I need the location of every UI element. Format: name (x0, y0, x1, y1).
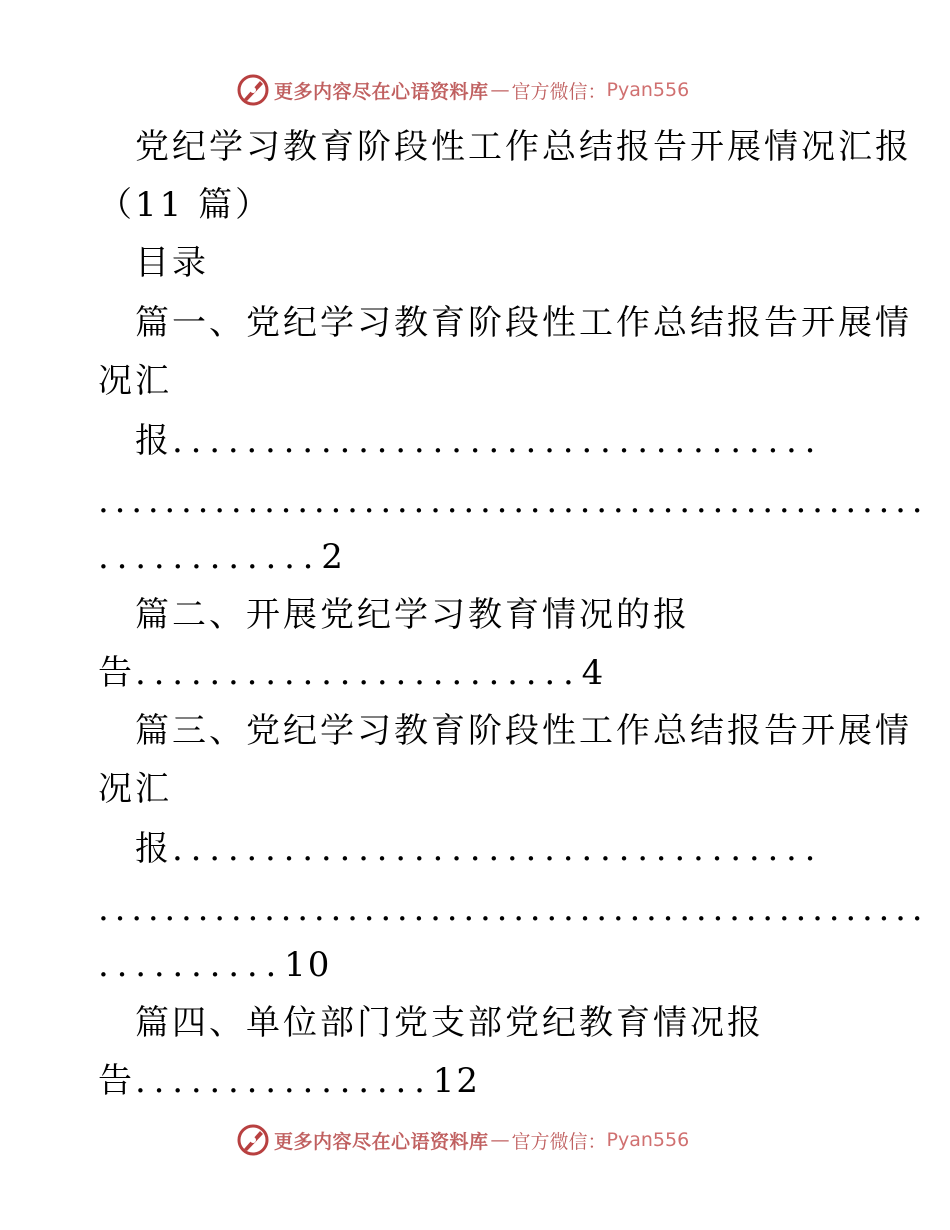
toc-entry-2-dots: ........................ (135, 653, 582, 693)
toc-entry-3-title-cont: 况汇 (98, 769, 172, 809)
toc-entry-3-page-line[interactable] (98, 945, 331, 985)
banner-dash: — (490, 1129, 510, 1151)
toc-entry-3-char: 报 (135, 829, 172, 869)
toc-entry-4-page: 12 (432, 1061, 480, 1101)
toc-entry-1-char: 报 (135, 421, 172, 461)
toc-entry-4-page-line[interactable] (98, 1061, 480, 1101)
toc-entry-2-page-line[interactable] (98, 653, 605, 693)
wechat-label: 官方微信： (511, 80, 607, 103)
toc-entry-1-dots-c: ............ (98, 537, 322, 577)
toc-entry-3-dots-a: ................................... (172, 829, 824, 869)
site-name: 更多内容尽在心语资料库 (274, 1130, 489, 1153)
toc-entry-1-page-line[interactable] (98, 537, 345, 577)
toc-entry-1-dots-a: ................................... (172, 421, 824, 461)
banner-dash: — (490, 79, 510, 101)
toc-entry-3-title: 篇三、党纪学习教育阶段性工作总结报告开展情 (135, 711, 912, 751)
toc-entry-3-page: 10 (284, 945, 332, 985)
toc-entry-1-leader-cont (98, 481, 928, 521)
wechat-id: Pyan556 (606, 79, 690, 101)
toc-entry-2-page: 4 (581, 653, 606, 693)
toc-entry-3-leader[interactable] (135, 829, 823, 869)
toc-entry-4-dots: ................ (135, 1061, 433, 1101)
site-name: 更多内容尽在心语资料库 (274, 80, 489, 103)
toc-entry-2-char: 告 (98, 653, 135, 693)
wechat-label: 官方微信： (511, 1130, 607, 1153)
toc-heading: 目录 (135, 243, 209, 283)
toc-entry-1-dots-b: .................................................. (98, 481, 929, 521)
toc-entry-3-dots-c: .......... (98, 945, 285, 985)
toc-entry-2-title: 篇二、开展党纪学习教育情况的报 (135, 595, 690, 635)
wechat-id: Pyan556 (606, 1129, 690, 1151)
quill-logo-icon (236, 1123, 270, 1157)
toc-entry-3-leader-cont (98, 889, 928, 929)
toc-entry-3-dots-b: .................................................. (98, 889, 929, 929)
header-banner (236, 72, 689, 108)
document-title: 党纪学习教育阶段性工作总结报告开展情况汇报 (135, 127, 912, 167)
toc-entry-1-title-cont: 况汇 (98, 361, 172, 401)
toc-entry-1-page: 2 (321, 537, 345, 577)
document-title-count: （11 篇） (98, 185, 273, 225)
toc-entry-1-leader[interactable] (135, 421, 823, 461)
toc-entry-4-char: 告 (98, 1061, 135, 1101)
quill-logo-icon (236, 73, 270, 107)
footer-banner (236, 1122, 689, 1158)
toc-entry-4-title: 篇四、单位部门党支部党纪教育情况报 (135, 1003, 764, 1043)
toc-entry-1-title: 篇一、党纪学习教育阶段性工作总结报告开展情 (135, 303, 912, 343)
